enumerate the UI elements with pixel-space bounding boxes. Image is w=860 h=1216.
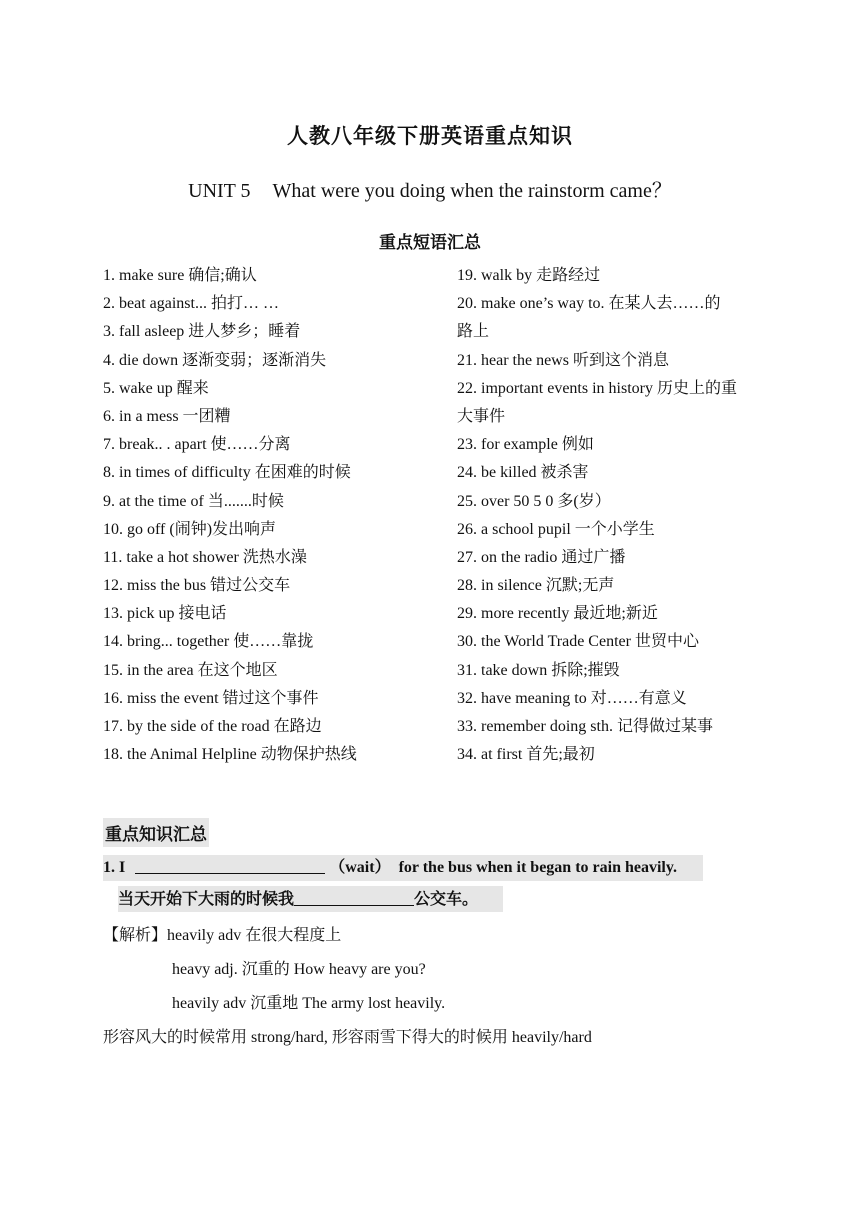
- answer-blank[interactable]: [135, 856, 325, 874]
- explanation-line-3: heavily adv 沉重地 The army lost heavily.: [172, 995, 446, 1012]
- phrase-item: 4. die down 逐渐变弱；逐渐消失: [103, 351, 327, 369]
- phrase-item: 6. in a mess 一团糟: [103, 407, 231, 425]
- phrase-item: 26. a school pupil 一个小学生: [457, 520, 655, 538]
- question-rest: for the bus when it began to rain heavily.: [398, 859, 677, 876]
- explanation-line-1: 【解析】heavily adv 在很大程度上: [103, 927, 342, 944]
- phrase-item: 20. make one’s way to. 在某人去……的: [457, 295, 721, 313]
- question-1: [103, 855, 703, 881]
- phrase-item: 17. by the side of the road 在路边: [103, 718, 322, 735]
- phrase-item: 9. at the time of 当.......时候: [103, 492, 284, 510]
- unit-heading: [0, 174, 860, 203]
- phrases-right-column: [457, 262, 767, 769]
- phrase-item: 19. walk by 走路经过: [457, 267, 601, 284]
- phrase-item: 25. over 50 5 0 多(岁）: [457, 492, 611, 510]
- translation-before: 当天开始下大雨的时候我: [118, 889, 295, 908]
- phrase-item: 31. take down 拆除;摧毁: [457, 661, 620, 679]
- phrase-item: 14. bring... together 使……靠拢: [103, 633, 314, 651]
- phrase-item: 16. miss the event 错过这个事件: [103, 689, 319, 707]
- verb-hint: （wait）: [329, 859, 391, 876]
- phrase-item: 27. on the radio 通过广播: [457, 548, 626, 566]
- explanation-line-4: 形容风大的时候常用 strong/hard, 形容雨雪下得大的时候用 heavily/hard: [103, 1029, 592, 1046]
- phrase-item: 11. take a hot shower 洗热水澡: [103, 548, 307, 566]
- phrase-item: 3. fall asleep 进人梦乡；睡着: [103, 323, 301, 341]
- phrase-item: 33. remember doing sth. 记得做过某事: [457, 718, 713, 735]
- question-number: 1. I: [103, 859, 126, 876]
- phrase-item: 24. be killed 被杀害: [457, 464, 589, 482]
- phrase-item: 1. make sure 确信;确认: [103, 267, 257, 284]
- translation-after: 公交车。: [414, 889, 479, 908]
- question-1-translation: [118, 886, 503, 912]
- phrase-item: 29. more recently 最近地;新近: [457, 605, 658, 623]
- phrase-item: 15. in the area 在这个地区: [103, 661, 278, 679]
- phrase-item: 34. at first 首先;最初: [457, 746, 595, 764]
- phrase-item: 2. beat against... 拍打… …: [103, 295, 279, 313]
- translation-blank[interactable]: [294, 888, 414, 906]
- phrase-item: 12. miss the bus 错过公交车: [103, 577, 291, 595]
- phrase-item: 5. wake up 醒来: [103, 379, 209, 397]
- phrase-item: 7. break.. . apart 使……分离: [103, 436, 291, 454]
- explanation-line-2: heavy adj. 沉重的 How heavy are you?: [172, 961, 426, 978]
- phrase-item: 22. important events in history 历史上的重: [457, 379, 737, 397]
- phrase-item: 13. pick up 接电话: [103, 605, 227, 623]
- document-title: 人教八年级下册英语重点知识: [287, 124, 573, 148]
- phrase-item: 路上: [457, 323, 490, 341]
- phrase-item: 23. for example 例如: [457, 436, 594, 454]
- phrase-item: 21. hear the news 听到这个消息: [457, 351, 669, 369]
- phrase-item: 18. the Animal Helpline 动物保护热线: [103, 746, 357, 764]
- phrase-item: 大事件: [457, 407, 506, 425]
- phrase-item: 28. in silence 沉默;无声: [457, 577, 615, 595]
- knowledge-heading: 重点知识汇总: [103, 818, 209, 847]
- phrase-item: 30. the World Trade Center 世贸中心: [457, 633, 699, 651]
- unit-label: UNIT 5: [188, 180, 251, 202]
- unit-text: What were you doing when the rainstorm came？: [272, 180, 672, 202]
- phrase-item: 8. in times of difficulty 在困难的时候: [103, 464, 351, 482]
- phrases-heading: 重点短语汇总: [379, 233, 481, 253]
- phrases-left-column: [103, 262, 443, 769]
- phrase-item: 32. have meaning to 对……有意义: [457, 689, 687, 707]
- phrase-item: 10. go off (闹钟)发出响声: [103, 520, 277, 538]
